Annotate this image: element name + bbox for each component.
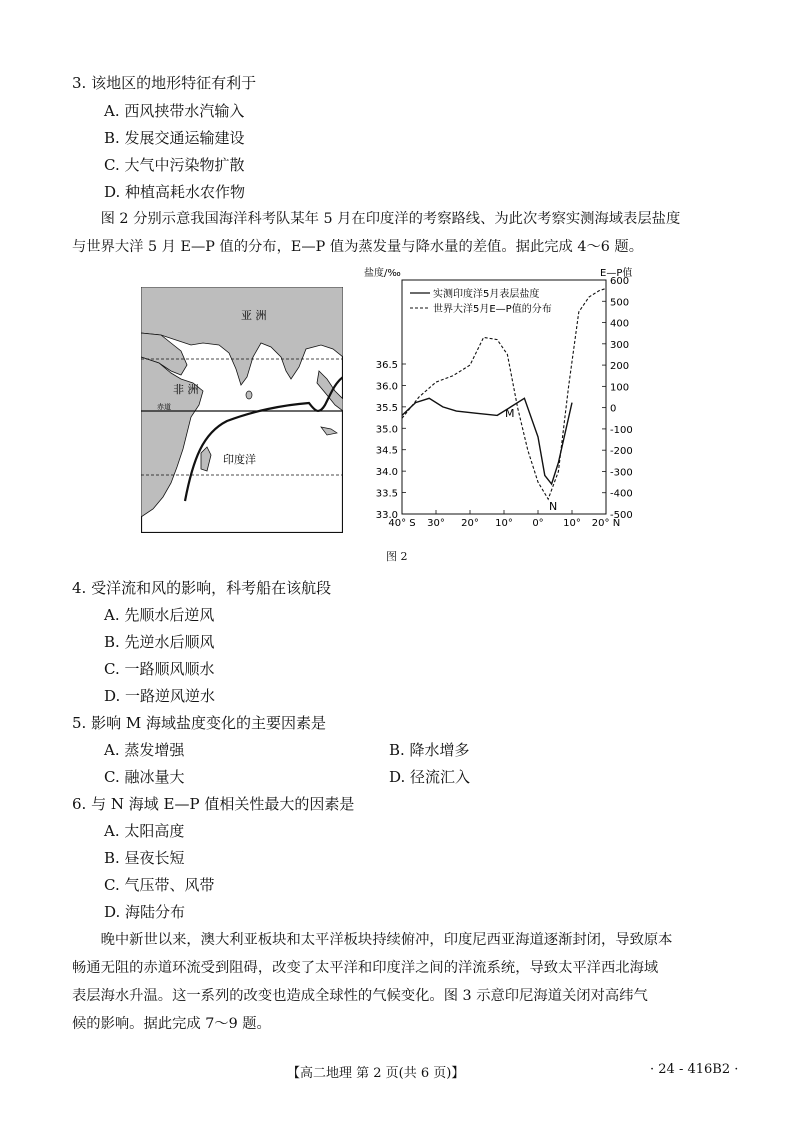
map-label-indian-ocean: 印度洋 xyxy=(223,453,256,466)
tick-label-left: 34.5 xyxy=(375,445,398,457)
tick-label-right: 600 xyxy=(610,276,630,287)
chart-plot-frame xyxy=(402,280,606,514)
chart-ylabel-right: E—P值 xyxy=(600,268,633,279)
tick-label-right: 300 xyxy=(610,339,630,351)
tick-label-x: 40° S xyxy=(388,518,416,529)
tick-label-left: 35.5 xyxy=(375,402,398,414)
intro-figure2 xyxy=(72,205,722,261)
tick-label-x: 30° xyxy=(427,518,445,529)
tick-label-left: 36.0 xyxy=(375,381,398,393)
intro-figure3 xyxy=(72,926,722,1038)
q5-stem: 5. 影响 M 海域盐度变化的主要因素是 xyxy=(72,714,326,732)
q6-stem: 6. 与 N 海域 E—P 值相关性最大的因素是 xyxy=(72,795,355,813)
tick-label-right: -300 xyxy=(610,467,633,479)
series-line-ep xyxy=(402,289,606,500)
q4-option-b: B. 先逆水后顺风 xyxy=(104,633,215,651)
chart-annotation-m: M xyxy=(505,407,515,420)
chart-annotation-n: N xyxy=(549,500,558,513)
q6-option-d: D. 海陆分布 xyxy=(104,903,186,921)
map-label-equator: 赤道 xyxy=(157,403,171,411)
tick-label-left: 33.5 xyxy=(375,488,398,500)
q4-stem: 4. 受洋流和风的影响，科考船在该航段 xyxy=(72,579,332,597)
q3-option-d: D. 种植高耗水农作物 xyxy=(104,183,246,201)
q5-option-c: C. 融冰量大 xyxy=(104,768,185,786)
tick-label-right: -100 xyxy=(610,424,633,436)
q4-option-d: D. 一路逆风逆水 xyxy=(104,687,216,705)
legend-label-salinity: 实测印度洋5月表层盐度 xyxy=(433,289,540,300)
tick-label-right: 500 xyxy=(610,297,630,309)
tick-label-left: 36.5 xyxy=(375,360,398,371)
salinity-ep-chart xyxy=(360,262,660,540)
tick-label-right: -500 xyxy=(610,510,633,521)
tick-label-right: 400 xyxy=(610,318,630,330)
intro3-line1: 晚中新世以来，澳大利亚板块和太平洋板块持续俯冲，印度尼西亚海道逐渐封闭，导致原本 xyxy=(100,932,673,948)
route-map xyxy=(141,287,343,533)
footer-code: · 24 - 416B2 · xyxy=(650,1062,739,1077)
q6-option-a: A. 太阳高度 xyxy=(104,822,185,840)
q3-option-b: B. 发展交通运输建设 xyxy=(104,129,245,147)
q5-option-a: A. 蒸发增强 xyxy=(104,741,185,759)
tick-label-right: 200 xyxy=(610,361,630,373)
chart-ylabel-left: 盐度/‰ xyxy=(364,268,401,279)
series-line-salinity xyxy=(402,398,572,484)
tick-label-right: -200 xyxy=(610,446,633,458)
q6-option-c: C. 气压带、风带 xyxy=(104,876,215,894)
tick-label-x: 20° N xyxy=(591,518,621,529)
tick-label-x: 10° xyxy=(495,518,513,529)
intro2-line2: 与世界大洋 5 月 E—P 值的分布，E—P 值为蒸发量与降水量的差值。据此完成 4～6 题。 xyxy=(72,239,644,255)
intro3-line4: 候的影响。据此完成 7～9 题。 xyxy=(72,1016,271,1032)
legend-label-ep: 世界大洋5月E—P值的分布 xyxy=(433,304,552,315)
intro3-line2: 畅通无阻的赤道环流受到阻碍，改变了太平洋和印度洋之间的洋流系统，导致太平洋西北海域 xyxy=(72,960,659,976)
tick-label-left: 35.0 xyxy=(375,424,398,436)
q4-option-a: A. 先顺水后逆风 xyxy=(104,606,215,624)
tick-label-right: 100 xyxy=(610,382,630,394)
q5-option-b: B. 降水增多 xyxy=(389,741,470,759)
q3-option-c: C. 大气中污染物扩散 xyxy=(104,156,245,174)
q3-option-a: A. 西风挟带水汽输入 xyxy=(104,102,245,120)
tick-label-left: 33.0 xyxy=(375,510,398,521)
map-label-asia: 亚 洲 xyxy=(241,309,267,322)
tick-label-x: 0° xyxy=(532,518,544,529)
q5-option-d: D. 径流汇入 xyxy=(389,768,471,786)
intro3-line3: 表层海水升温。这一系列的改变也造成全球性的气候变化。图 3 示意印尼海道关闭对高纬气 xyxy=(72,988,648,1004)
tick-label-x: 20° xyxy=(461,518,479,529)
map-label-africa: 非 洲 xyxy=(173,383,199,396)
q3-stem: 3. 该地区的地形特征有利于 xyxy=(72,74,257,92)
tick-label-right: 0 xyxy=(610,403,617,415)
footer-page-info: 【高二地理 第 2 页(共 6 页)】 xyxy=(287,1066,465,1081)
tick-label-x: 10° xyxy=(563,518,581,529)
q6-option-b: B. 昼夜长短 xyxy=(104,849,185,867)
intro2-line1: 图 2 分别示意我国海洋科考队某年 5 月在印度洋的考察路线、为此次考察实测海域表层盐度 xyxy=(100,211,681,227)
tick-label-right: -400 xyxy=(610,488,633,500)
q4-option-c: C. 一路顺风顺水 xyxy=(104,660,215,678)
figure-caption: 图 2 xyxy=(386,550,408,563)
tick-label-left: 34.0 xyxy=(375,467,398,479)
